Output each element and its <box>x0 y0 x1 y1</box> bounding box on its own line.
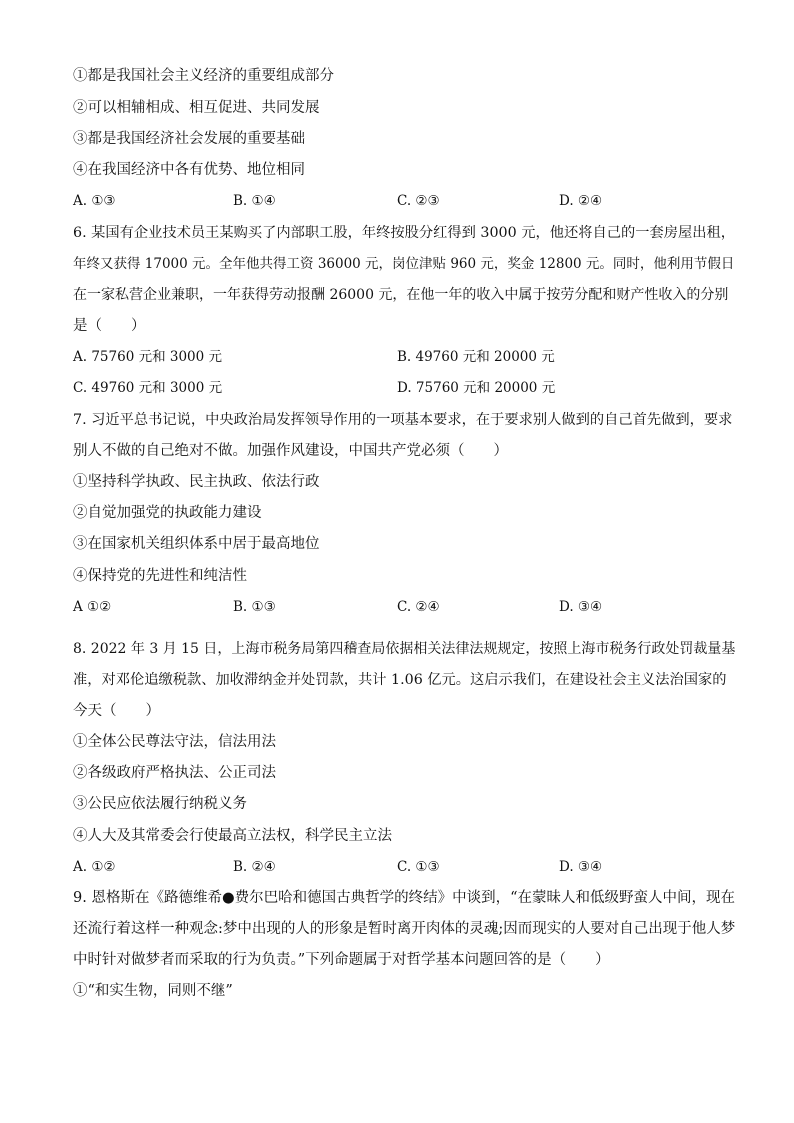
q9-stem-line-2: 还流行着这样一种观念:梦中出现的人的形象是暂时离开肉体的灵魂;因而现实的人要对自己出现于他人梦 <box>73 921 736 937</box>
q7-option-a: A ①② <box>73 599 112 615</box>
q5-item-1: ①都是我国社会主义经济的重要组成部分 <box>73 68 334 84</box>
q6-option-d: D. 75760 元和 20000 元 <box>397 380 556 396</box>
q8-item-1: ①全体公民尊法守法，信法用法 <box>73 734 276 750</box>
q8-item-3: ③公民应依法履行纳税义务 <box>73 796 247 812</box>
q8-item-4: ④人大及其常委会行使最高立法权，科学民主立法 <box>73 828 392 844</box>
q7-item-2: ②自觉加强党的执政能力建设 <box>73 505 262 521</box>
q7-options <box>73 597 733 617</box>
q5-option-d: D. ②④ <box>559 193 603 209</box>
q5-options <box>73 191 733 211</box>
q8-option-c: C. ①③ <box>397 859 440 875</box>
q7-item-4: ④保持党的先进性和纯洁性 <box>73 568 247 584</box>
q6-option-b: B. 49760 元和 20000 元 <box>397 349 555 365</box>
q8-item-2: ②各级政府严格执法、公正司法 <box>73 765 276 781</box>
q7-option-b: B. ①③ <box>233 599 276 615</box>
q5-item-3: ③都是我国经济社会发展的重要基础 <box>73 131 305 147</box>
q8-option-a: A. ①② <box>73 859 116 875</box>
q8-stem-line-3: 今天（ ） <box>73 703 160 719</box>
q6-option-c: C. 49760 元和 3000 元 <box>73 380 223 396</box>
q8-stem-line-1: 8. 2022 年 3 月 15 日，上海市税务局第四稽查局依据相关法律法规规定，按照上海市税务行政处罚裁量基 <box>73 641 736 657</box>
q6-stem-line-2: 年终又获得 17000 元。全年他共得工资 36000 元，岗位津贴 960 元，奖金 12800 元。同时，他利用节假日 <box>73 256 735 272</box>
q8-option-b: B. ②④ <box>233 859 276 875</box>
q5-item-4: ④在我国经济中各有优势、地位相同 <box>73 162 305 178</box>
q7-option-d: D. ③④ <box>559 599 603 615</box>
q8-stem-line-2: 准，对邓伦追缴税款、加收滞纳金并处罚款，共计 1.06 亿元。这启示我们，在建设社会主义法治国家的 <box>73 672 727 688</box>
q5-option-b: B. ①④ <box>233 193 276 209</box>
q6-stem-line-3: 在一家私营企业兼职，一年获得劳动报酬 26000 元，在他一年的收入中属于按劳分配和财产性收入的分别 <box>73 287 729 303</box>
q8-options <box>73 857 733 877</box>
q9-item-1: ①“和实生物，同则不继” <box>73 983 233 999</box>
q9-stem-line-3: 中时针对做梦者而采取的行为负责。”下列命题属于对哲学基本问题回答的是（ ） <box>73 952 610 968</box>
q5-option-a: A. ①③ <box>73 193 116 209</box>
q7-stem-line-2: 别人不做的自己绝对不做。加强作风建设，中国共产党必须（ ） <box>73 443 508 459</box>
q7-option-c: C. ②④ <box>397 599 440 615</box>
q7-stem-line-1: 7. 习近平总书记说，中央政治局发挥领导作用的一项基本要求，在于要求别人做到的自己首先做到，要求 <box>73 412 733 428</box>
q6-stem-line-4: 是（ ） <box>73 318 146 334</box>
q7-item-1: ①坚持科学执政、民主执政、依法行政 <box>73 474 320 490</box>
q6-stem-line-1: 6. 某国有企业技术员王某购买了内部职工股，年终按股分红得到 3000 元，他还将自己的一套房屋出租， <box>73 225 735 241</box>
q8-option-d: D. ③④ <box>559 859 603 875</box>
q9-stem-line-1: 9. 恩格斯在《路德维希●费尔巴哈和德国古典哲学的终结》中谈到，“在蒙昧人和低级野蛮人中间，现在 <box>73 890 736 906</box>
q7-item-3: ③在国家机关组织体系中居于最高地位 <box>73 536 320 552</box>
q5-option-c: C. ②③ <box>397 193 440 209</box>
q6-options-row-1 <box>73 347 733 367</box>
q6-options-row-2 <box>73 378 733 398</box>
q6-option-a: A. 75760 元和 3000 元 <box>73 349 223 365</box>
q5-item-2: ②可以相辅相成、相互促进、共同发展 <box>73 100 320 116</box>
